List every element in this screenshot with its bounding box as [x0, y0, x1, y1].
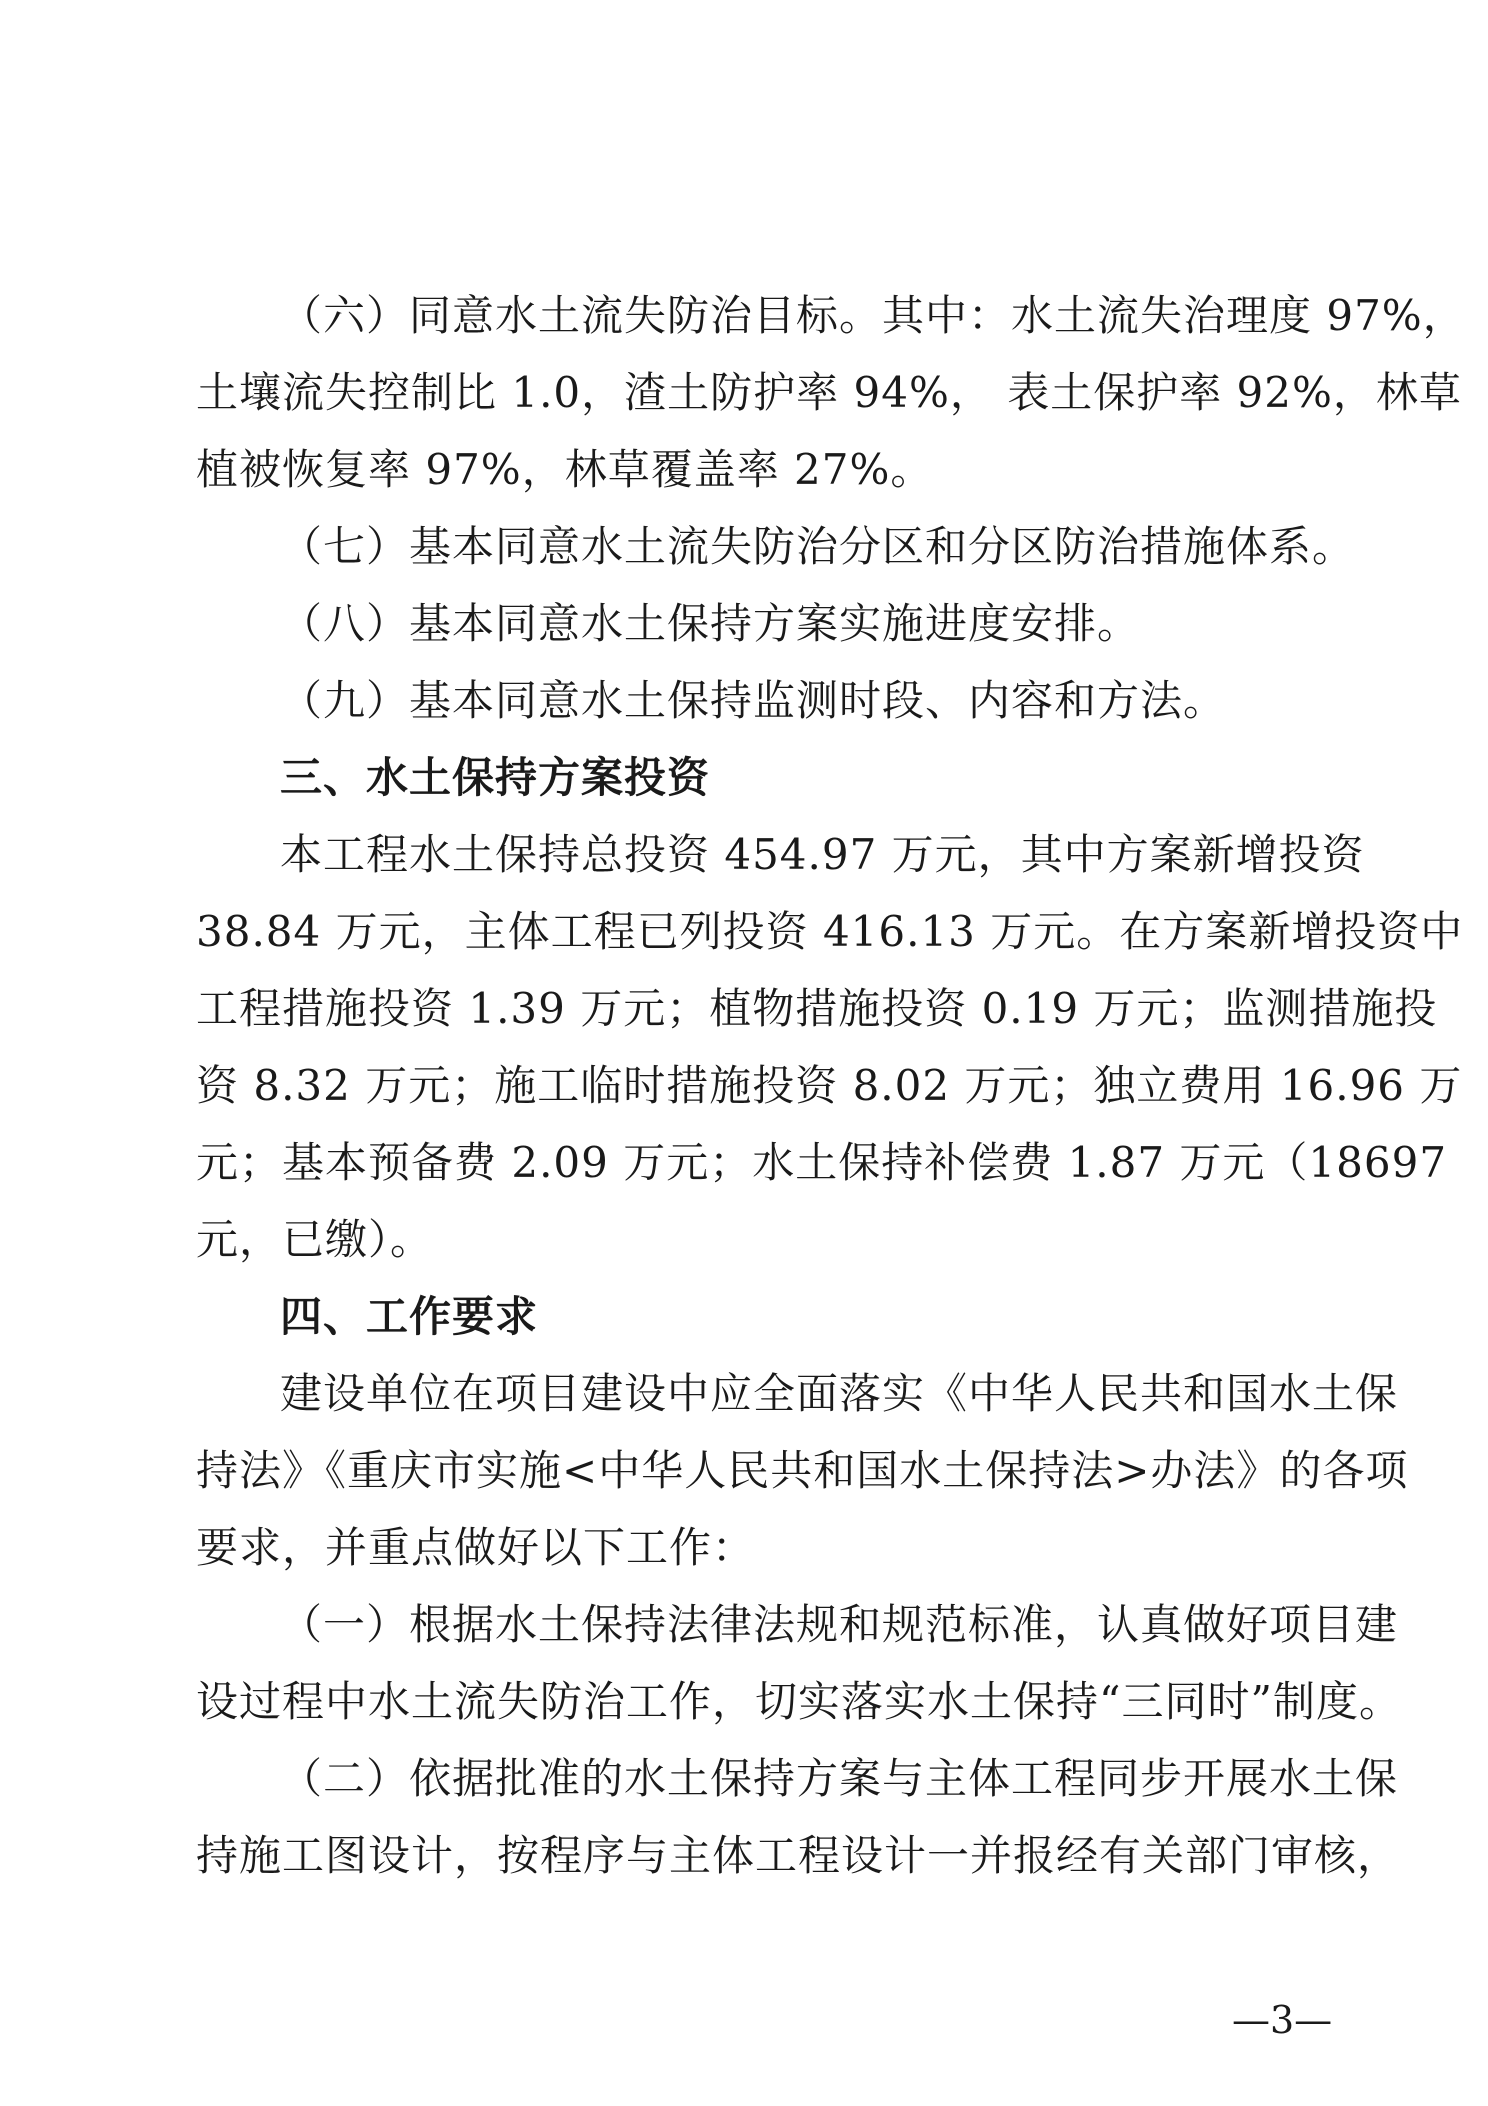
page-number: —3— [1232, 1998, 1333, 2042]
paragraph-line: 土壤流失控制比 1.0，渣土防护率 94%， 表土保护率 92%，林草 [196, 368, 1462, 417]
paragraph-line: 要求，并重点做好以下工作： [196, 1523, 756, 1572]
paragraph-line: 设过程中水土流失防治工作，切实落实水土保持“三同时”制度。 [196, 1677, 1402, 1726]
paragraph-line: （一）根据水土保持法律法规和规范标准，认真做好项目建 [280, 1600, 1399, 1649]
paragraph-line: （六）同意水土流失防治目标。其中：水土流失治理度 97%， [280, 291, 1466, 340]
paragraph-line: 元，已缴）。 [196, 1215, 434, 1264]
section-heading: 三、水土保持方案投资 [280, 753, 711, 802]
paragraph-line: 本工程水土保持总投资 454.97 万元，其中方案新增投资 [280, 830, 1365, 879]
paragraph-line: （二）依据批准的水土保持方案与主体工程同步开展水土保 [280, 1754, 1399, 1803]
paragraph-line: 元；基本预备费 2.09 万元；水土保持补偿费 1.87 万元（18697 [196, 1138, 1448, 1187]
paragraph-line: （九）基本同意水土保持监测时段、内容和方法。 [280, 676, 1227, 725]
paragraph-line: 38.84 万元，主体工程已列投资 416.13 万元。在方案新增投资中 [196, 907, 1464, 956]
paragraph-line: 资 8.32 万元；施工临时措施投资 8.02 万元；独立费用 16.96 万 [196, 1061, 1463, 1110]
paragraph-line: 工程措施投资 1.39 万元；植物措施投资 0.19 万元；监测措施投 [196, 984, 1438, 1033]
paragraph-line: （七）基本同意水土流失防治分区和分区防治措施体系。 [280, 522, 1356, 571]
paragraph-line: 建设单位在项目建设中应全面落实《中华人民共和国水土保 [280, 1369, 1399, 1418]
paragraph-line: 持法》《重庆市实施<中华人民共和国水土保持法>办法》的各项 [196, 1446, 1409, 1495]
paragraph-line: 持施工图设计，按程序与主体工程设计一并报经有关部门审核， [196, 1831, 1401, 1880]
section-heading: 四、工作要求 [280, 1292, 539, 1341]
paragraph-line: 植被恢复率 97%，林草覆盖率 27%。 [196, 445, 934, 494]
paragraph-line: （八）基本同意水土保持方案实施进度安排。 [280, 599, 1141, 648]
